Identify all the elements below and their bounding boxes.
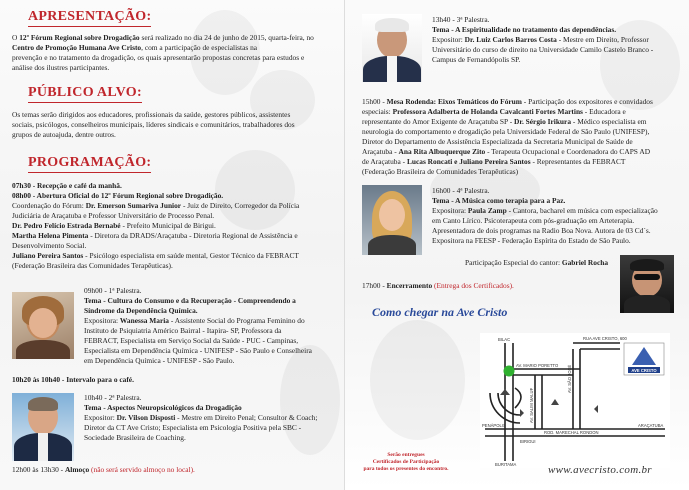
programacao-morning: 07h30 - Recepção e café da manhã. 08h00 - Abertura Oficial do 12º Fórum Regional sobre Drogadição. Coordenação do Fórum: Dr. Emerson Sumariva Junior - Juiz de Direito, Corregedor da Polícia Judiciária de Araçatuba e Professor Universitário de Processo Penal. Dr. Pedro Felício Estrada Bernabé - Prefeito Municipal de Birigui. Martha Helena Pimenta - Diretora da DRADS/Araçatuba - Diretoria Regional de Assistência e Desenvolvimento Social. Juliano Pereira Santos - Psicólogo especialista em saúde mental, Gestor Técnico da FEBRACT (Federação Brasileira das Comunidades Terapêuticas). [12,181,300,270]
apresentacao-heading: APRESENTAÇÃO: [28,9,151,27]
cantor-text: Participação Especial do cantor: Gabriel Rocha [465,258,609,267]
map-label-birigui: BIRIGUI [520,439,536,444]
encerramento-text: 17h00 - Encerramento (Entrega dos Certificados). [362,281,514,290]
speaker-photo-wanessa [12,292,74,359]
palestra-4: 16h00 - 4ª Palestra. Tema - A Música como terapia para a Paz. Expositora: Paula Zamp - Cantora, bacharel em música com especialização em Canto Lírico. Psicoterapeuta com pós-graduação em Arteterapia. Apresentadora de dois programas na Radio Boa Nova. Autora de 03 Cd´s. Expositora na FEESP - Federação Espírita do Estado de São Paulo. [432,186,658,245]
map-label-aracatuba: ARAÇATUBA [638,423,664,428]
map-label-buritama: BURITAMA [495,462,517,467]
palestra-2: 10h40 - 2ª Palestra. Tema - Aspectos Neuropsicológicos da Drogadição Expositor: Dr. Vilson Disposti - Mestre em Direito Penal; Consultor & Coach; Diretor da CT Ave Cristo; Especialista em Psicologia Positiva pela SBC - Sociedade Brasileira de Coaching. [84,393,318,442]
panel-fold [344,0,345,490]
directions-map [480,333,670,468]
publico-heading: PÚBLICO ALVO: [28,85,142,103]
map-roundabout-marker [504,366,515,377]
map-title: Como chegar na Ave Cristo [372,305,508,319]
map-label-sao-jose: AV. SÃO JOSÉ [567,364,572,393]
website-link[interactable]: www.avecristo.com.br [548,464,652,476]
programacao-heading: PROGRAMAÇÃO: [28,155,151,173]
map-label-mario: AV. MARIO PORETTO [516,363,559,368]
map-label-penapolis: PENÁPOLIS [482,423,506,428]
palestra-1: 09h00 - 1ª Palestra. Tema - Cultura do Consumo e da Recuperação - Compreendendo a Síndrome da Dependência Química. Expositora: Wanessa Maria - Assistente Social do Programa Feminino do Instituto de Psiquiatria Américo Bairral - Itapira- SP, Professora da FEBRACT, Especialista em Serviço Social da Saúde - PUC - Campinas, Especialista em Dependência Química - UNIFESP - São Paulo e Conselheira em Dependência Química - UNIFESP - São Paulo. [84,286,312,365]
map-logo-label: AVE CRISTO [631,368,657,373]
certificate-note: Serão entregues Certificados de Participação para todos os presentes do encontro. [363,452,449,472]
map-label-bilac: BILAC [498,337,511,342]
map-label-rua: RUA AVE CRISTO, 600 [583,336,627,341]
palestra-3: 13h40 - 3ª Palestra. Tema - A Espiritualidade no tratamento das dependências. Expositor: Dr. Luiz Carlos Barros Costa - Mestre em Direito, Professor Universitário do curso de direito na Universidade Camilo Castelo Branco - Campus de Fernandópolis SP. [432,15,654,64]
publico-text: Os temas serão dirigidos aos educadores, profissionais da saúde, gestores públicos, assistentes sociais, psicólogos, conselheiros municipais, líderes sindicais e comunitários, trabalhadores dos grupos de autoajuda, dentre outros. [12,110,295,139]
speaker-photo-luiz-carlos [362,14,422,82]
speaker-photo-paula [362,185,422,255]
map-label-salim: AV. SALIM MALUF [529,387,534,423]
background-figure [370,320,465,440]
apresentacao-text: O 12º Fórum Regional sobre Drogadição será realizado no dia 24 de junho de 2015, quarta-feira, no Centro de Promoção Humana Ave Cristo, com a participação de especialistas na prevenção e no tratamento da drogadição, os quais apresentarão propostas concretas para estudos e análise dos ilustres participantes. [12,33,314,72]
almoco-text: 12h00 às 13h30 - Almoço (não será servido almoço no local). [12,465,195,474]
map-label-rodovia: ROD. MARECHAL RONDON [544,430,599,435]
mesa-redonda: 15h00 - Mesa Rodenda: Eixos Temáticos do Fórum - Participação dos expositores e convidados especiais: Professora Adalberta de Holanda Cavalcanti Fortes Martins - Educadora e representante do Amor Exigente de Araçatuba SP - Dr. Sérgio Irikura - Médico especialista em neurologia do comportamento e drogadição pela Universidade Federal de São Paulo (UNIFESP), Diretor do Departamento de Assistência Especializada da Secretaria Municipal de Saúde de Araçatuba - Ana Rita Albuquerque Zito - Terapeuta Ocupacional e Coordenadora do CAPS AD de Araçatuba - Lucas Roncati e Juliano Pereira Santos - Representantes da FEBRACT (Federação Brasileira de Comunidades Terapêuticas) [362,97,653,176]
speaker-photo-vilson [12,393,74,461]
singer-photo-gabriel [620,255,674,313]
intervalo-text: 10h20 às 10h40 - Intervalo para o café. [12,375,134,384]
